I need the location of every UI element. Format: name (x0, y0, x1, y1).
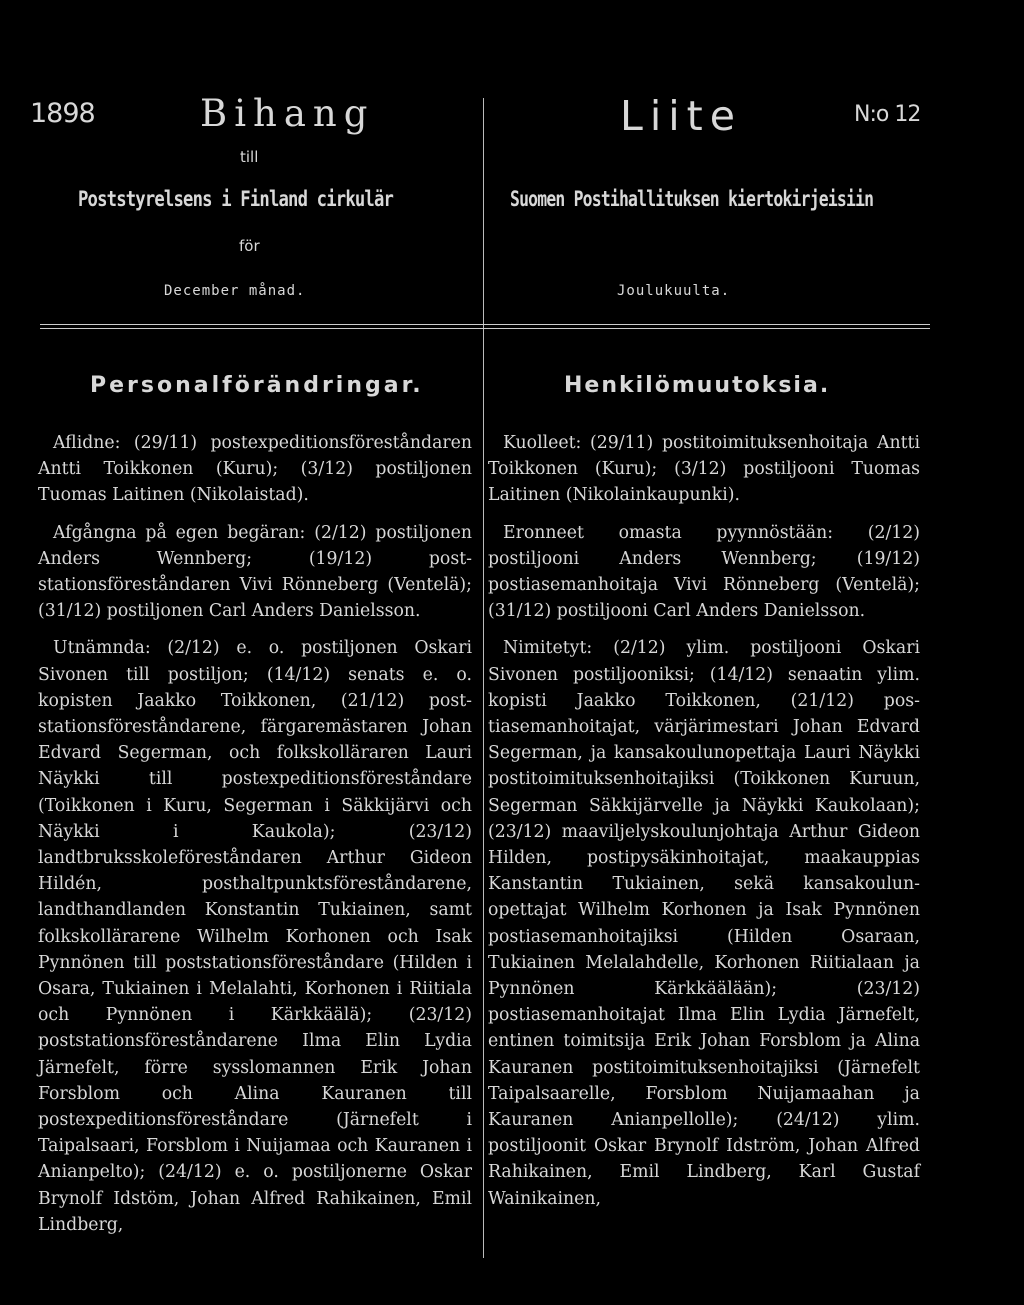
left-month: December månad. (164, 283, 306, 299)
right-paragraph: Kuolleet: (29/11) postitoimituksenhoitaja Antti Toikkonen (Kuru); (3/12) postiljooni Tuomas Laitinen (Nikolainkaupunki). (488, 433, 920, 506)
right-paragraph: Eronneet omasta pyynnöstään: (2/12) postiljooni Anders Wennberg; (19/12) postiasemanhoitaja Vivi Rönneberg (Ventelä); (31/12) postiljooni Carl Anders Danielsson. (488, 522, 920, 622)
right-month: Joulukuulta. (617, 283, 731, 299)
issue-number: N:o 12 (854, 102, 921, 127)
left-paragraph: Aflidne: (29/11) postexpeditionsföreståndaren Antti Toikkonen (Kuru); (3/12) postiljonen Tuomas Laitinen (Nikolaistad). (38, 433, 472, 506)
left-for: för (239, 237, 260, 255)
header-rule-top (40, 324, 930, 325)
right-heading: Henkilömuutoksia. (564, 373, 831, 398)
left-heading: Personalförändringar. (90, 373, 424, 398)
left-title: Bihang (200, 92, 375, 135)
left-till: till (240, 148, 259, 166)
left-paragraph: Utnämnda: (2/12) e. o. postiljonen Oskari Sivonen till postiljon; (14/12) senats e. o. kopisten Jaakko Toikkonen, (21/12) poststationsföreståndarene, färgaremästaren Johan Edvard Segerman, och folkskolläraren Lauri Näykki till postexpeditionsföreståndare (Toikkonen i Kuru, Segerman i Säkkijärvi och Näykki i Kaukola); (23/12) landtbruksskoleföreståndaren Arthur Gideon Hildén, posthaltpunktsföreståndarene, landthandlanden Konstantin Tukiainen, samt folkskollärarene Wilhelm Korhonen och Isak Pynnönen till poststationsföreståndare (Hilden i Osara, Tukiainen i Melalahti, Korhonen i Riitiala och Pynnönen i Kärkkäälä); (23/12) poststationsföreståndarene Ilma Elin Lydia Järnefelt, förre sysslomannen Erik Johan Forsblom och Alina Kauranen till postexpeditionsföreståndare (Järnefelt i Taipalsaari, Forsblom i Nuijamaa och Kauranen i Anianpelto); (24/12) e. o. postiljonerne Oskar Brynolf Idstöm, Johan Alfred Rahikainen, Emil Lindberg, (38, 638, 472, 1235)
right-title: Liite (620, 92, 742, 140)
right-paragraph: Nimitetyt: (2/12) ylim. postiljooni Oskari Sivonen postiljooniksi; (14/12) senaatin ylim. kopisti Jaakko Toikkonen, (21/12) postiasemanhoitajat, värjärimestari Johan Edvard Segerman, ja kansakoulunopettaja Lauri Näykki postitoimituksenhoitajiksi (Toikkonen Kuruun, Segerman Säkkijärvelle ja Näykki Kaukolaan); (23/12) maaviljelyskoulunjohtaja Arthur Gideon Hilden, postipysäkinhoitajat, maakauppias Kanstantin Tukiainen, sekä kansakoulunopettajat Wilhelm Korhonen ja Isak Pynnönen postiasemanhoitajiksi (Hilden Osaraan, Tukiainen Melalahdelle, Korhonen Riitialaan ja Pynnönen Kärkkäälään); (23/12) postiasemanhoitajat Ilma Elin Lydia Järnefelt, entinen toimitsija Erik Johan Forsblom ja Alina Kauranen postitoimituksenhoitajiksi (Järnefelt Taipalsaarelle, Forsblom Nuijamaahan ja Kauranen Anianpellolle); (24/12) ylim. postiljoonit Oskar Brynolf Idström, Johan Alfred Rahikainen, Emil Lindberg, Karl Gustaf Wainikainen, (488, 638, 920, 1209)
year: 1898 (30, 98, 95, 129)
left-circular-title: Poststyrelsens i Finland cirkulär (78, 187, 394, 211)
column-divider (483, 98, 484, 1258)
right-column (488, 430, 920, 1223)
left-column (38, 430, 472, 1249)
right-circular-title: Suomen Postihallituksen kiertokirjeisiin (510, 187, 874, 211)
header-rule-bottom (40, 328, 930, 329)
left-paragraph: Afgångna på egen begäran: (2/12) postiljonen Anders Wennberg; (19/12) poststationsföreståndaren Vivi Rönneberg (Ventelä); (31/12) postiljonen Carl Anders Danielsson. (38, 522, 472, 622)
